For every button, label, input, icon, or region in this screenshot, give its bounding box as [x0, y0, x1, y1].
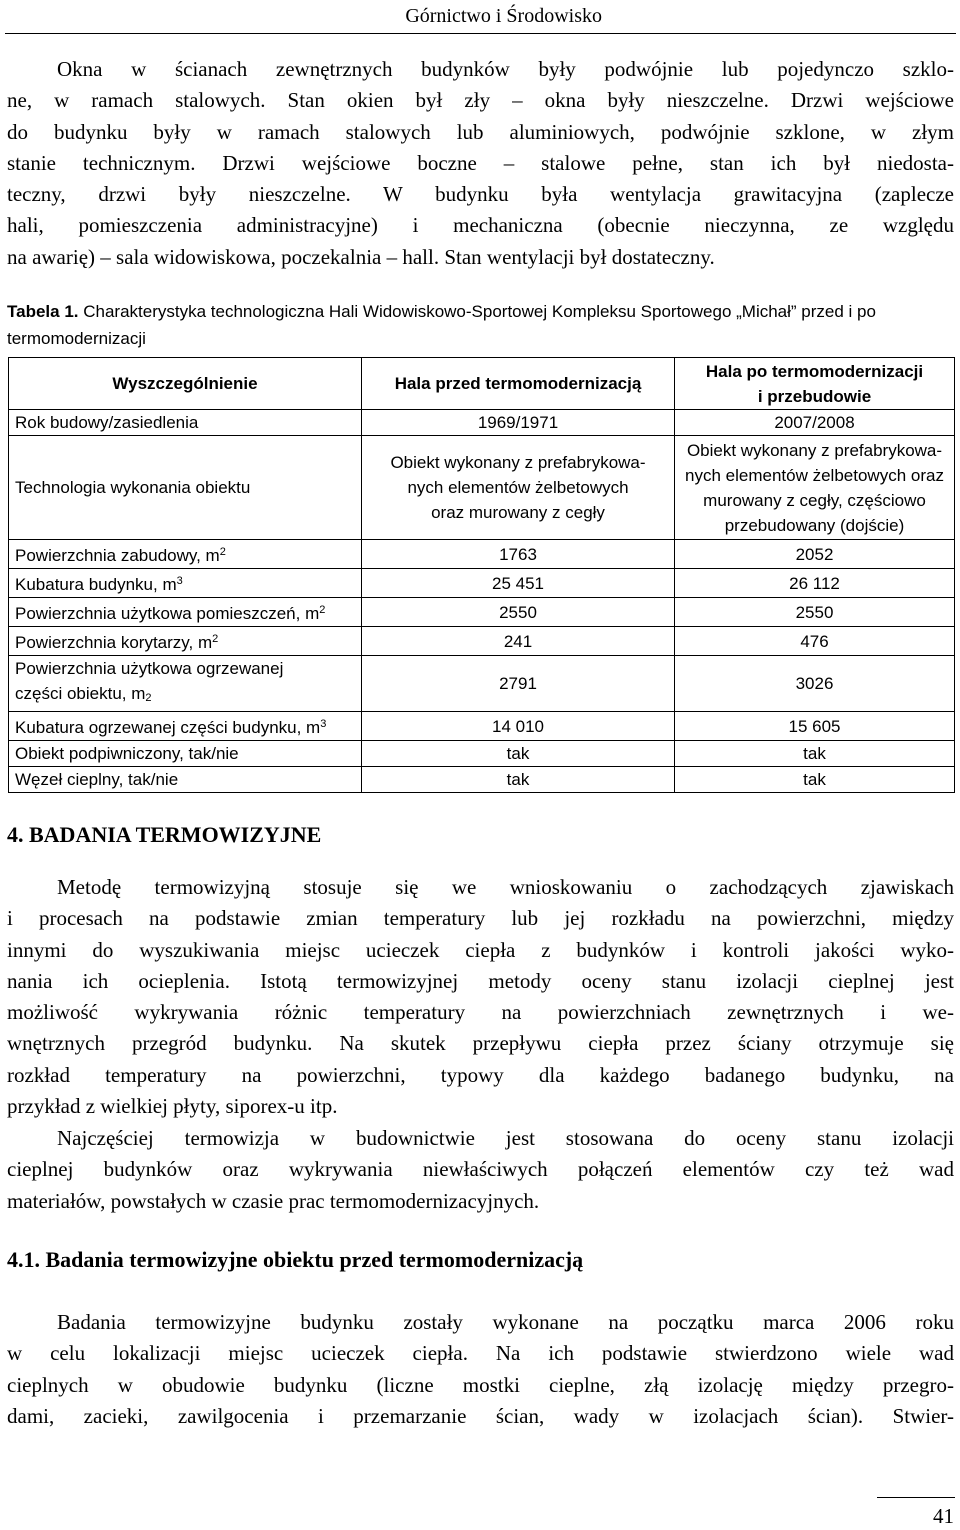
unit-exponent: 3 [176, 575, 183, 587]
table-caption-text: Charakterystyka technologiczna Hali Widowiskowo-Sportowej Kompleksu Sportowego „Michał” przed i po termomodernizacji [7, 302, 876, 348]
table-row [9, 712, 955, 741]
table-row [9, 767, 955, 793]
cell-before: 1763 [362, 540, 675, 569]
section4-paragraph2 [7, 1123, 954, 1217]
column-header: Hala przed termomodernizacją [362, 358, 675, 410]
cell-after [675, 436, 955, 540]
text-line: teczny, drzwi były nieszczelne. W budynku była wentylacja grawitacyjna (zaplecze [7, 182, 954, 207]
text-line: w celu lokalizacji miejsc ucieczek ciepła. Na ich podstawie stwierdzono wiele wad [7, 1341, 954, 1366]
cell-after: tak [675, 767, 955, 793]
unit-exponent: 3 [320, 718, 327, 730]
cell-line: nych elementów żelbetowych oraz [685, 465, 944, 485]
cell-line: przebudowany (dojście) [724, 515, 905, 535]
row-label-text: części obiektu, m [15, 684, 146, 703]
page-number: 41 [933, 1504, 954, 1528]
subsection-heading: 4.1. Badania termowizyjne obiektu przed termomodernizacją [7, 1247, 584, 1272]
table-row [9, 569, 955, 598]
text-line: rozkład temperatury na powierzchni, typowy dla każdego badanego budynku, na [7, 1062, 954, 1087]
cell-before: 241 [362, 627, 675, 656]
text-line: wnętrznych przegród budynku. Na skutek przepływu ciepła przez ściany otrzymuje się [7, 1031, 954, 1056]
table-label: Tabela 1. [7, 302, 79, 321]
row-label-text: Powierzchnia użytkowa pomieszczeń, m [15, 604, 320, 623]
header-divider [5, 33, 956, 34]
header-line: i przebudowie [757, 386, 872, 406]
row-label [9, 656, 362, 712]
column-header: Wyszczególnienie [9, 358, 362, 410]
text-line: cieplnej budynków oraz wykrywania niewłaściwych połączeń elementów czy też wad [7, 1157, 954, 1182]
cell-before: tak [362, 741, 675, 767]
row-label: Obiekt podpiwniczony, tak/nie [9, 741, 362, 767]
row-label: Rok budowy/zasiedlenia [9, 410, 362, 436]
text-line: stanie technicznym. Drzwi wejściowe boczne – stalowe pełne, stan ich był niedosta- [7, 150, 954, 175]
unit-exponent: 2 [319, 604, 326, 616]
text-line: na awarię) – sala widowiskowa, poczekalnia – hall. Stan wentylacji był dostateczny. [7, 244, 715, 269]
unit-exponent: 2 [219, 546, 226, 558]
section4-paragraph1 [7, 872, 954, 1122]
text-line: możliwość wykrywania różnic temperatury na powierzchniach zewnętrznych i we- [7, 1000, 954, 1025]
text-line: nania ich ocieplenia. Istotą termowizyjnej metody oceny stanu izolacji cieplnej jest [7, 968, 954, 993]
text-line: innymi do wyszukiwania miejsc ucieczek ciepła z budynków i kontroli jakości wyko- [7, 937, 954, 962]
text-line: do budynku były w ramach stalowych lub aluminiowych, podwójnie szklone, w złym [7, 119, 954, 144]
text-line: Metodę termowizyjną stosuje się we wnioskowaniu o zachodzących zjawiskach [57, 875, 954, 899]
table-row [9, 436, 955, 540]
cell-before: tak [362, 767, 675, 793]
row-label-text: Kubatura budynku, m [15, 575, 177, 594]
row-label [9, 598, 362, 627]
table-row [9, 656, 955, 712]
row-label: Technologia wykonania obiektu [9, 436, 362, 540]
row-label-line: Powierzchnia użytkowa ogrzewanej [15, 659, 284, 678]
header-line: Hala po termomodernizacji [705, 361, 924, 381]
cell-after: 15 605 [675, 712, 955, 741]
cell-after: 2052 [675, 540, 955, 569]
table-row [9, 598, 955, 627]
intro-paragraph [7, 54, 954, 273]
cell-line: Obiekt wykonany z prefabrykowa- [390, 453, 646, 472]
cell-after: 3026 [675, 656, 955, 712]
text-line: Okna w ścianach zewnętrznych budynków były podwójnie lub pojedynczo szklo- [57, 57, 954, 81]
text-line: ne, w ramach stalowych. Stan okien był zły – okna były nieszczelne. Drzwi wejściowe [7, 88, 954, 113]
footer-rule [877, 1497, 955, 1498]
cell-before: 2550 [362, 598, 675, 627]
cell-before: 2791 [362, 656, 675, 712]
table-row [9, 410, 955, 436]
characteristics-table [8, 357, 955, 793]
text-line: Badania termowizyjne budynku zostały wykonane na początku marca 2006 roku [57, 1310, 954, 1334]
journal-title: Górnictwo i Środowisko [405, 5, 602, 27]
cell-before [362, 436, 675, 540]
cell-after: tak [675, 741, 955, 767]
cell-before: 1969/1971 [362, 410, 675, 436]
cell-line: oraz murowany z cegły [431, 503, 605, 522]
cell-line: Obiekt wykonany z prefabrykowa- [686, 440, 943, 460]
cell-after: 2550 [675, 598, 955, 627]
table-row [9, 540, 955, 569]
cell-before: 14 010 [362, 712, 675, 741]
table-row [9, 741, 955, 767]
text-line: Najczęściej termowizja w budownictwie jest stosowana do oceny stanu izolacji [57, 1126, 954, 1150]
section41-paragraph [7, 1307, 954, 1432]
cell-after: 476 [675, 627, 955, 656]
section-heading: 4. BADANIA TERMOWIZYJNE [7, 822, 322, 847]
column-header [675, 358, 955, 410]
cell-line: nych elementów żelbetowych [407, 478, 629, 497]
text-line: cieplnych w obudowie budynku (liczne mostki cieplne, złą izolację między przegro- [7, 1372, 954, 1397]
row-label-text: Powierzchnia zabudowy, m [15, 546, 220, 565]
row-label [9, 569, 362, 598]
row-label: Węzeł cieplny, tak/nie [9, 767, 362, 793]
table-row [9, 627, 955, 656]
text-line: przykład z wielkiej płyty, siporex-u itp. [7, 1094, 338, 1119]
row-label-text: Powierzchnia korytarzy, m [15, 633, 213, 652]
unit-exponent: 2 [212, 633, 219, 645]
row-label [9, 712, 362, 741]
table-caption [7, 298, 954, 352]
table-header-row [9, 358, 955, 410]
row-label [9, 627, 362, 656]
cell-after: 2007/2008 [675, 410, 955, 436]
text-line: materiałów, powstałych w czasie prac termomodernizacyjnych. [7, 1188, 540, 1213]
text-line: hali, pomieszczenia administracyjne) i mechaniczna (obecnie nieczynna, ze względu [7, 213, 954, 238]
row-label-text: Kubatura ogrzewanej części budynku, m [15, 718, 321, 737]
cell-line: murowany z cegły, częściowo [703, 490, 926, 510]
cell-after: 26 112 [675, 569, 955, 598]
text-line: dami, zacieki, zawilgocenia i przemarzanie ścian, wady w izolacjach ścian). Stwier- [7, 1403, 954, 1428]
text-line: i procesach na podstawie zmian temperatury lub jej rozkładu na powierzchni, między [7, 906, 954, 931]
row-label [9, 540, 362, 569]
row-label-line [15, 681, 355, 711]
cell-before: 25 451 [362, 569, 675, 598]
unit-exponent: 2 [145, 692, 152, 704]
